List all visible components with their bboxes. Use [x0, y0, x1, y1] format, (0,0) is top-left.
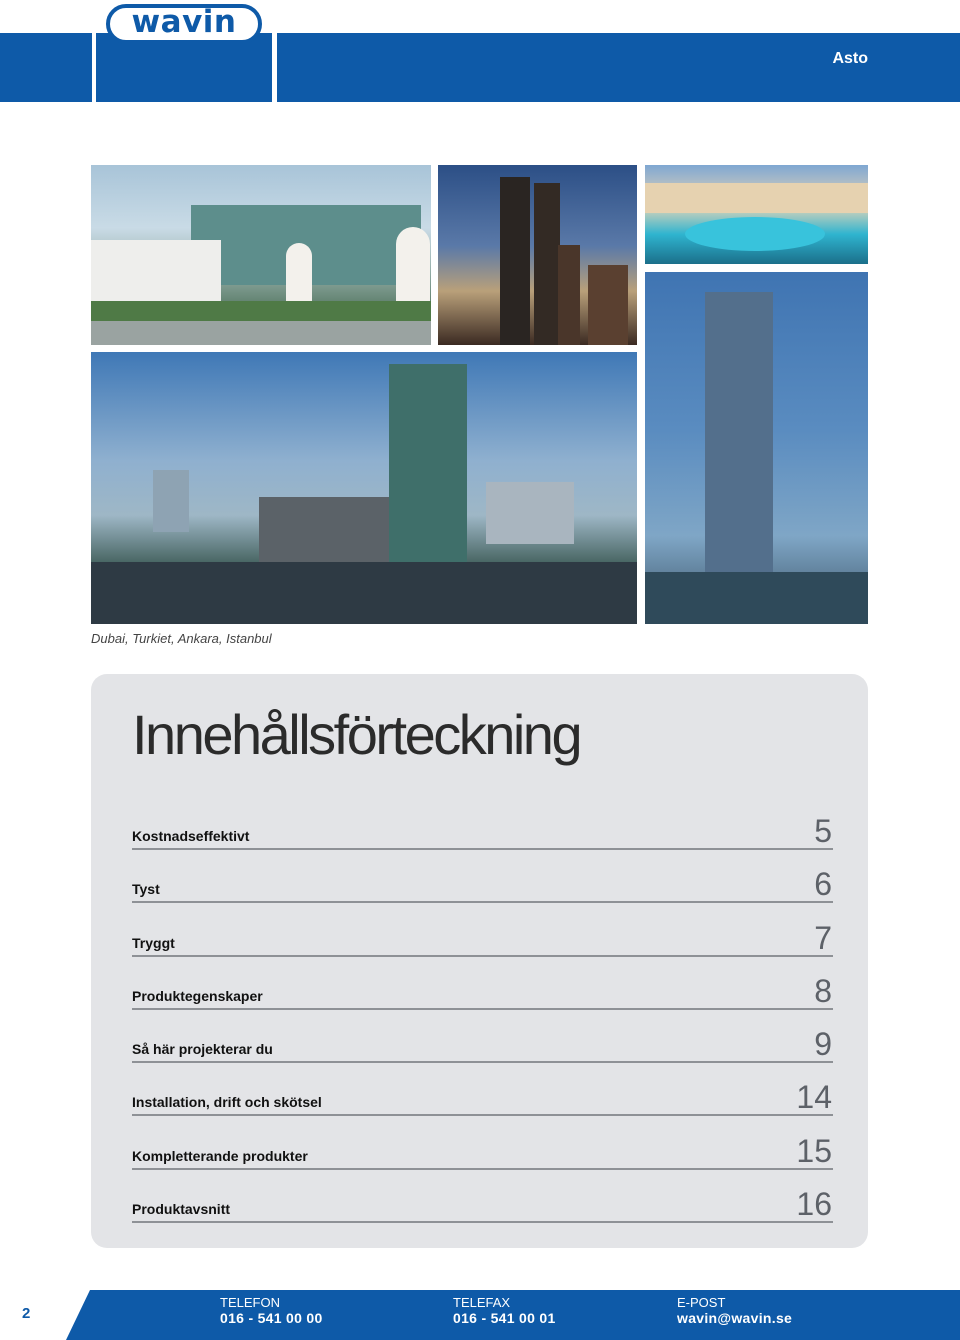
- photo-turkey-resort: [645, 165, 868, 264]
- email-label: E-POST: [677, 1295, 726, 1310]
- toc-row[interactable]: [132, 808, 833, 850]
- toc-item-page: 16: [796, 1186, 832, 1222]
- toc-item-page: 9: [814, 1026, 832, 1062]
- toc-item-page: 6: [814, 866, 832, 902]
- page-number: 2: [22, 1305, 31, 1322]
- toc-item-page: 5: [814, 813, 832, 849]
- document-title: Asto: [832, 50, 868, 67]
- toc-item-label: Installation, drift och skötsel: [132, 1094, 322, 1110]
- photo-istanbul-tower: [645, 272, 868, 624]
- toc-row[interactable]: [132, 1181, 833, 1223]
- header-band-left: [0, 33, 92, 102]
- toc-item-page: 8: [814, 973, 832, 1009]
- phone-value: 016 - 541 00 00: [220, 1310, 323, 1326]
- photo-ankara-complex: [91, 352, 637, 624]
- toc-item-label: Kostnadseffektivt: [132, 828, 250, 844]
- wavin-logo: [106, 4, 262, 44]
- toc-item-label: Tryggt: [132, 935, 175, 951]
- toc-row[interactable]: [132, 1074, 833, 1116]
- fax-value: 016 - 541 00 01: [453, 1310, 556, 1326]
- toc-heading: Innehållsförteckning: [132, 703, 581, 766]
- photo-dubai-towers-night: [438, 165, 637, 345]
- toc-row[interactable]: [132, 915, 833, 957]
- toc-item-page: 14: [796, 1079, 832, 1115]
- toc-item-label: Produktavsnitt: [132, 1201, 231, 1217]
- logo-text: wavin: [131, 3, 237, 40]
- photo-dubai-building: [91, 165, 431, 345]
- toc-row[interactable]: [132, 968, 833, 1010]
- photo-caption: Dubai, Turkiet, Ankara, Istanbul: [91, 631, 272, 646]
- toc-row[interactable]: [132, 1128, 833, 1170]
- footer-fax: [453, 1296, 556, 1326]
- email-link[interactable]: wavin@wavin.se: [677, 1310, 793, 1326]
- toc-item-label: Tyst: [132, 881, 160, 897]
- phone-label: TELEFON: [220, 1295, 280, 1310]
- toc-item-label: Produktegenskaper: [132, 988, 263, 1004]
- toc-item-page: 15: [796, 1133, 832, 1169]
- fax-label: TELEFAX: [453, 1295, 511, 1310]
- toc-item-label: Så här projekterar du: [132, 1041, 273, 1057]
- toc-row[interactable]: [132, 1021, 833, 1063]
- toc-panel: [91, 674, 868, 1248]
- footer-phone: [220, 1296, 323, 1326]
- toc-row[interactable]: [132, 861, 833, 903]
- footer-email: [677, 1296, 792, 1326]
- toc-item-label: Kompletterande produkter: [132, 1148, 308, 1164]
- toc-item-page: 7: [814, 920, 832, 956]
